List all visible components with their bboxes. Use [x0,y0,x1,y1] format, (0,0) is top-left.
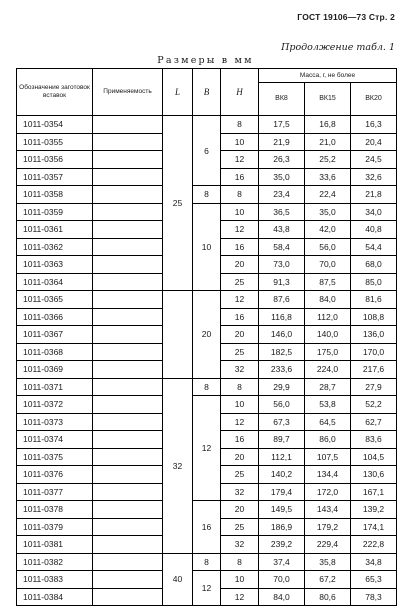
designation-cell: 1011-0384 [17,588,93,606]
table-row [17,553,397,571]
b-cell: 8 [193,553,221,571]
h-cell: 20 [221,256,259,274]
mass-vk8-cell: 89,7 [259,431,305,449]
b-cell: 8 [193,378,221,396]
mass-vk15-cell: 84,0 [305,291,351,309]
mass-vk20-cell: 68,0 [351,256,397,274]
designation-cell: 1011-0369 [17,361,93,379]
mass-vk20-cell: 130,6 [351,466,397,484]
application-cell [93,203,163,221]
application-cell [93,168,163,186]
mass-vk8-cell: 35,0 [259,168,305,186]
mass-vk20-cell: 34,8 [351,553,397,571]
application-cell [93,308,163,326]
application-cell [93,221,163,239]
h-cell: 25 [221,518,259,536]
application-cell [93,361,163,379]
mass-vk8-cell: 239,2 [259,536,305,554]
h-cell: 16 [221,431,259,449]
mass-vk20-cell: 52,2 [351,396,397,414]
mass-vk8-cell: 116,8 [259,308,305,326]
mass-vk8-cell: 179,4 [259,483,305,501]
designation-cell: 1011-0362 [17,238,93,256]
designation-cell: 1011-0371 [17,378,93,396]
mass-vk20-cell: 222,8 [351,536,397,554]
header-grade-vk8: ВК8 [259,83,305,116]
l-cell: 25 [163,116,193,291]
b-cell: 6 [193,116,221,186]
mass-vk8-cell: 182,5 [259,343,305,361]
mass-vk15-cell: 28,7 [305,378,351,396]
mass-vk8-cell: 146,0 [259,326,305,344]
mass-vk8-cell: 29,9 [259,378,305,396]
mass-vk15-cell: 70,0 [305,256,351,274]
mass-vk8-cell: 186,9 [259,518,305,536]
h-cell: 32 [221,361,259,379]
mass-vk8-cell: 23,4 [259,186,305,204]
h-cell: 8 [221,186,259,204]
mass-vk20-cell: 32,6 [351,168,397,186]
mass-vk8-cell: 56,0 [259,396,305,414]
h-cell: 8 [221,116,259,134]
mass-vk20-cell: 27,9 [351,378,397,396]
mass-vk15-cell: 112,0 [305,308,351,326]
continuation-note: Продолжение табл. 1 [281,42,395,53]
application-cell [93,151,163,169]
designation-cell: 1011-0368 [17,343,93,361]
designation-cell: 1011-0373 [17,413,93,431]
application-cell [93,186,163,204]
mass-vk20-cell: 108,8 [351,308,397,326]
header-grade-vk15: ВК15 [305,83,351,116]
designation-cell: 1011-0375 [17,448,93,466]
mass-vk20-cell: 16,3 [351,116,397,134]
mass-vk8-cell: 73,0 [259,256,305,274]
mass-vk8-cell: 149,5 [259,501,305,519]
application-cell [93,448,163,466]
table-row [17,378,397,396]
table-row [17,501,397,519]
b-cell: 16 [193,501,221,554]
header-mass: Масса, г, не более [259,69,397,83]
mass-vk8-cell: 91,3 [259,273,305,291]
mass-vk15-cell: 35,8 [305,553,351,571]
mass-vk8-cell: 43,8 [259,221,305,239]
mass-vk20-cell: 217,6 [351,361,397,379]
h-cell: 10 [221,203,259,221]
application-cell [93,396,163,414]
mass-vk15-cell: 67,2 [305,571,351,589]
h-cell: 8 [221,553,259,571]
mass-vk20-cell: 83,6 [351,431,397,449]
l-cell [163,291,193,379]
application-cell [93,273,163,291]
designation-cell: 1011-0357 [17,168,93,186]
mass-vk20-cell: 167,1 [351,483,397,501]
mass-vk8-cell: 233,6 [259,361,305,379]
application-cell [93,413,163,431]
h-cell: 16 [221,308,259,326]
application-cell [93,343,163,361]
h-cell: 16 [221,238,259,256]
application-cell [93,378,163,396]
mass-vk8-cell: 112,1 [259,448,305,466]
mass-vk15-cell: 56,0 [305,238,351,256]
header-grade-vk20: ВК20 [351,83,397,116]
h-cell: 12 [221,221,259,239]
page-header: ГОСТ 19106—73 Стр. 2 [297,12,395,22]
mass-vk20-cell: 20,4 [351,133,397,151]
application-cell [93,291,163,309]
designation-cell: 1011-0372 [17,396,93,414]
designation-cell: 1011-0366 [17,308,93,326]
mass-vk8-cell: 21,9 [259,133,305,151]
designation-cell: 1011-0359 [17,203,93,221]
mass-vk20-cell: 24,5 [351,151,397,169]
designation-cell: 1011-0379 [17,518,93,536]
mass-vk20-cell: 54,4 [351,238,397,256]
mass-vk20-cell: 170,0 [351,343,397,361]
designation-cell: 1011-0381 [17,536,93,554]
table-body [17,116,397,606]
header-L: L [163,69,193,116]
mass-vk8-cell: 84,0 [259,588,305,606]
application-cell [93,553,163,571]
designation-cell: 1011-0364 [17,273,93,291]
mass-vk15-cell: 33,6 [305,168,351,186]
mass-vk20-cell: 81,6 [351,291,397,309]
h-cell: 32 [221,536,259,554]
mass-vk15-cell: 21,0 [305,133,351,151]
application-cell [93,326,163,344]
mass-vk20-cell: 40,8 [351,221,397,239]
h-cell: 16 [221,168,259,186]
header-application: Применяемость [93,69,163,116]
designation-cell: 1011-0365 [17,291,93,309]
designation-cell: 1011-0383 [17,571,93,589]
application-cell [93,536,163,554]
mass-vk15-cell: 25,2 [305,151,351,169]
table-row [17,571,397,589]
mass-vk15-cell: 172,0 [305,483,351,501]
h-cell: 20 [221,448,259,466]
header-designation: Обозначение заготовок вставок [17,69,93,116]
mass-vk15-cell: 134,4 [305,466,351,484]
mass-vk8-cell: 17,5 [259,116,305,134]
mass-vk15-cell: 64,5 [305,413,351,431]
application-cell [93,518,163,536]
mass-vk20-cell: 21,8 [351,186,397,204]
designation-cell: 1011-0374 [17,431,93,449]
application-cell [93,571,163,589]
header-H: H [221,69,259,116]
table-row [17,203,397,221]
mass-vk15-cell: 143,4 [305,501,351,519]
application-cell [93,431,163,449]
table-row [17,186,397,204]
l-cell: 40 [163,553,193,606]
h-cell: 25 [221,466,259,484]
mass-vk15-cell: 140,0 [305,326,351,344]
h-cell: 25 [221,273,259,291]
h-cell: 10 [221,133,259,151]
mass-vk15-cell: 53,8 [305,396,351,414]
b-cell: 20 [193,291,221,379]
dimensions-table [16,68,397,606]
mass-vk8-cell: 70,0 [259,571,305,589]
mass-vk8-cell: 26,3 [259,151,305,169]
table-row [17,291,397,309]
mass-vk8-cell: 37,4 [259,553,305,571]
designation-cell: 1011-0356 [17,151,93,169]
mass-vk20-cell: 65,3 [351,571,397,589]
designation-cell: 1011-0358 [17,186,93,204]
designation-cell: 1011-0378 [17,501,93,519]
application-cell [93,256,163,274]
table-row [17,116,397,134]
mass-vk15-cell: 175,0 [305,343,351,361]
h-cell: 20 [221,326,259,344]
application-cell [93,133,163,151]
mass-vk20-cell: 136,0 [351,326,397,344]
designation-cell: 1011-0376 [17,466,93,484]
h-cell: 12 [221,588,259,606]
designation-cell: 1011-0382 [17,553,93,571]
h-cell: 12 [221,151,259,169]
mass-vk15-cell: 229,4 [305,536,351,554]
b-cell: 8 [193,186,221,204]
mass-vk20-cell: 78,3 [351,588,397,606]
application-cell [93,501,163,519]
mass-vk15-cell: 16,8 [305,116,351,134]
mass-vk20-cell: 62,7 [351,413,397,431]
dimensions-title: Размеры в мм [157,55,254,66]
mass-vk8-cell: 36,5 [259,203,305,221]
mass-vk15-cell: 179,2 [305,518,351,536]
mass-vk20-cell: 139,2 [351,501,397,519]
h-cell: 12 [221,413,259,431]
mass-vk8-cell: 67,3 [259,413,305,431]
designation-cell: 1011-0361 [17,221,93,239]
h-cell: 25 [221,343,259,361]
mass-vk8-cell: 140,2 [259,466,305,484]
application-cell [93,238,163,256]
mass-vk15-cell: 80,6 [305,588,351,606]
application-cell [93,483,163,501]
application-cell [93,116,163,134]
mass-vk15-cell: 22,4 [305,186,351,204]
mass-vk8-cell: 87,6 [259,291,305,309]
mass-vk15-cell: 224,0 [305,361,351,379]
designation-cell: 1011-0363 [17,256,93,274]
b-cell: 12 [193,571,221,606]
h-cell: 20 [221,501,259,519]
application-cell [93,466,163,484]
mass-vk20-cell: 34,0 [351,203,397,221]
l-cell: 32 [163,378,193,553]
mass-vk15-cell: 42,0 [305,221,351,239]
h-cell: 32 [221,483,259,501]
mass-vk15-cell: 35,0 [305,203,351,221]
designation-cell: 1011-0377 [17,483,93,501]
mass-vk20-cell: 104,5 [351,448,397,466]
h-cell: 12 [221,291,259,309]
h-cell: 8 [221,378,259,396]
header-B: B [193,69,221,116]
mass-vk15-cell: 107,5 [305,448,351,466]
mass-vk20-cell: 174,1 [351,518,397,536]
designation-cell: 1011-0355 [17,133,93,151]
table-row [17,396,397,414]
h-cell: 10 [221,571,259,589]
designation-cell: 1011-0367 [17,326,93,344]
b-cell: 10 [193,203,221,291]
mass-vk15-cell: 87,5 [305,273,351,291]
b-cell: 12 [193,396,221,501]
mass-vk8-cell: 58,4 [259,238,305,256]
mass-vk15-cell: 86,0 [305,431,351,449]
h-cell: 10 [221,396,259,414]
designation-cell: 1011-0354 [17,116,93,134]
mass-vk20-cell: 85,0 [351,273,397,291]
